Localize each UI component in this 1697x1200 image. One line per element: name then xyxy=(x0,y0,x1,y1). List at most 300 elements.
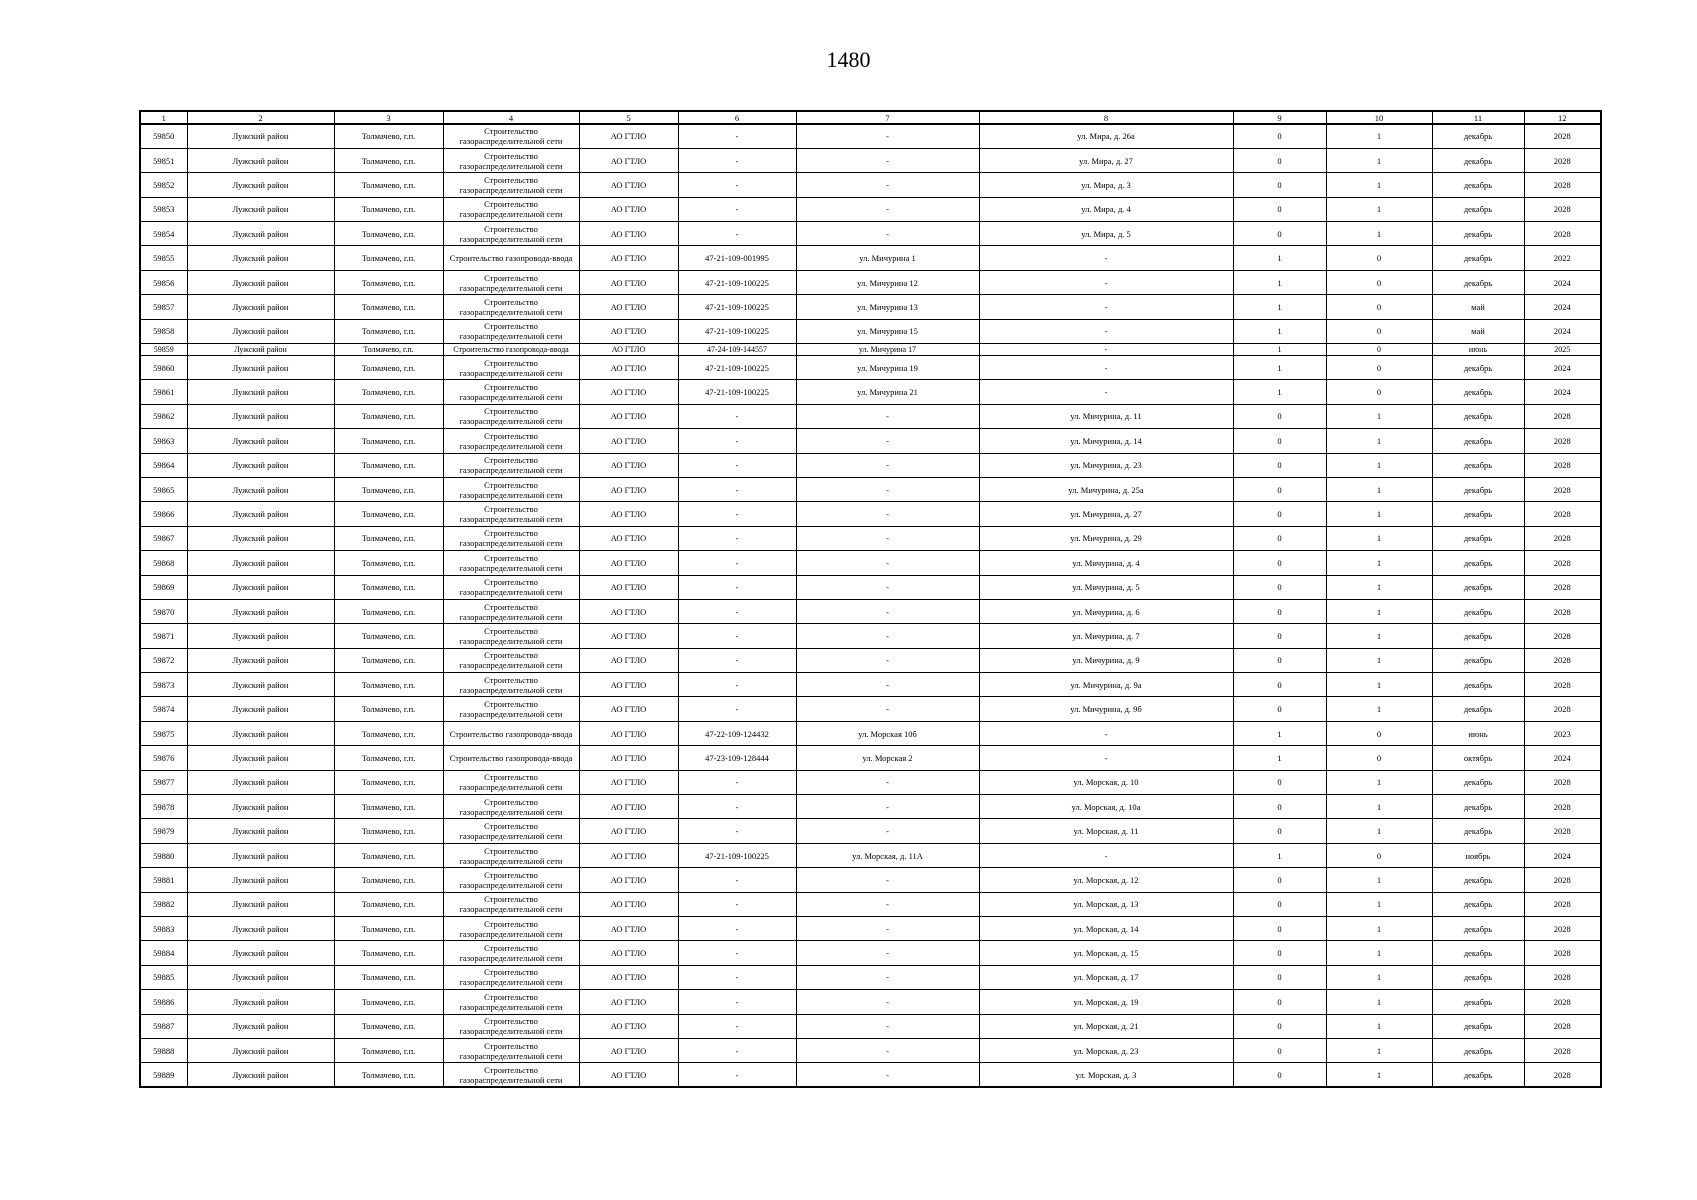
cell-work-type xyxy=(443,673,579,697)
cell-month: декабрь xyxy=(1432,868,1524,892)
cell-address-planned: ул. Мичурина, д. 9 xyxy=(979,648,1233,672)
work-type-line: Строительство газопровода-ввода xyxy=(449,253,573,264)
work-type-line: газораспределительной сети xyxy=(459,331,563,342)
cell-col-10: 1 xyxy=(1326,429,1432,453)
cell-year: 2028 xyxy=(1524,124,1601,148)
cell-col-9: 0 xyxy=(1233,941,1326,965)
cell-district: Лужский район xyxy=(187,148,334,172)
cell-address-planned: ул. Мира, д. 4 xyxy=(979,197,1233,221)
cell-district: Лужский район xyxy=(187,965,334,989)
cell-col-10: 1 xyxy=(1326,917,1432,941)
work-type-line: Строительство xyxy=(484,382,538,393)
cell-settlement: Толмачево, г.п. xyxy=(334,295,443,319)
table-row xyxy=(140,526,1601,550)
cell-district: Лужский район xyxy=(187,795,334,819)
cell-col-10: 1 xyxy=(1326,990,1432,1014)
cell-address-planned: ул. Мичурина, д. 14 xyxy=(979,429,1233,453)
cell-settlement: Толмачево, г.п. xyxy=(334,746,443,770)
cell-registration-number: - xyxy=(678,673,796,697)
cell-address-built: - xyxy=(796,697,979,721)
table-row xyxy=(140,1014,1601,1038)
cell-registration-number: - xyxy=(678,819,796,843)
table-row xyxy=(140,990,1601,1014)
cell-organization: АО ГТЛО xyxy=(579,1063,678,1087)
work-type-line: газораспределительной сети xyxy=(459,233,563,244)
cell-col-10: 1 xyxy=(1326,453,1432,477)
cell-organization: АО ГТЛО xyxy=(579,575,678,599)
cell-settlement: Толмачево, г.п. xyxy=(334,319,443,343)
cell-col-9: 1 xyxy=(1233,246,1326,270)
cell-col-9: 0 xyxy=(1233,917,1326,941)
cell-settlement: Толмачево, г.п. xyxy=(334,795,443,819)
cell-col-10: 1 xyxy=(1326,770,1432,794)
cell-district: Лужский район xyxy=(187,270,334,294)
column-header: 5 xyxy=(579,111,678,124)
cell-work-type xyxy=(443,1063,579,1087)
work-type-line: Строительство xyxy=(484,406,538,417)
cell-work-type xyxy=(443,721,579,745)
cell-settlement: Толмачево, г.п. xyxy=(334,1038,443,1062)
cell-address-built: - xyxy=(796,148,979,172)
cell-address-planned: ул. Морская, д. 12 xyxy=(979,868,1233,892)
cell-col-10: 0 xyxy=(1326,356,1432,380)
cell-row-number: 59867 xyxy=(140,526,187,550)
cell-address-planned: ул. Морская, д. 10 xyxy=(979,770,1233,794)
cell-row-number: 59850 xyxy=(140,124,187,148)
cell-month: декабрь xyxy=(1432,356,1524,380)
cell-organization: АО ГТЛО xyxy=(579,246,678,270)
work-type-line: Строительство xyxy=(484,455,538,466)
table-row xyxy=(140,599,1601,623)
work-type-line: газораспределительной сети xyxy=(459,928,563,939)
cell-work-type xyxy=(443,746,579,770)
cell-registration-number: - xyxy=(678,1014,796,1038)
cell-settlement: Толмачево, г.п. xyxy=(334,624,443,648)
cell-organization: АО ГТЛО xyxy=(579,965,678,989)
cell-registration-number: - xyxy=(678,697,796,721)
work-type-line: Строительство газопровода-ввода xyxy=(449,752,573,763)
cell-row-number: 59859 xyxy=(140,344,187,356)
cell-month: декабрь xyxy=(1432,965,1524,989)
cell-address-built: - xyxy=(796,429,979,453)
cell-address-built: - xyxy=(796,868,979,892)
cell-work-type xyxy=(443,819,579,843)
cell-registration-number: - xyxy=(678,526,796,550)
cell-registration-number: 47-22-109-124432 xyxy=(678,721,796,745)
cell-month: декабрь xyxy=(1432,246,1524,270)
cell-settlement: Толмачево, г.п. xyxy=(334,673,443,697)
cell-year: 2028 xyxy=(1524,599,1601,623)
cell-district: Лужский район xyxy=(187,453,334,477)
cell-address-planned: ул. Мира, д. 5 xyxy=(979,222,1233,246)
cell-work-type xyxy=(443,965,579,989)
cell-address-planned: ул. Мичурина, д. 29 xyxy=(979,526,1233,550)
cell-address-planned: ул. Мичурина, д. 23 xyxy=(979,453,1233,477)
table-row xyxy=(140,477,1601,501)
cell-work-type xyxy=(443,648,579,672)
cell-month: май xyxy=(1432,319,1524,343)
cell-settlement: Толмачево, г.п. xyxy=(334,356,443,380)
cell-year: 2025 xyxy=(1524,344,1601,356)
work-type-line: Строительство xyxy=(484,430,538,441)
work-type-line: Строительство xyxy=(484,796,538,807)
cell-work-type xyxy=(443,843,579,867)
cell-settlement: Толмачево, г.п. xyxy=(334,270,443,294)
cell-year: 2028 xyxy=(1524,697,1601,721)
cell-district: Лужский район xyxy=(187,770,334,794)
cell-col-10: 1 xyxy=(1326,1038,1432,1062)
cell-address-planned: ул. Морская, д. 10а xyxy=(979,795,1233,819)
cell-settlement: Толмачево, г.п. xyxy=(334,941,443,965)
cell-registration-number: - xyxy=(678,624,796,648)
cell-year: 2028 xyxy=(1524,1063,1601,1087)
work-type-line: Строительство xyxy=(484,918,538,929)
cell-organization: АО ГТЛО xyxy=(579,551,678,575)
cell-address-planned: - xyxy=(979,721,1233,745)
work-type-line: Строительство xyxy=(484,150,538,161)
cell-year: 2028 xyxy=(1524,990,1601,1014)
cell-row-number: 59860 xyxy=(140,356,187,380)
cell-work-type xyxy=(443,404,579,428)
cell-registration-number: - xyxy=(678,941,796,965)
cell-month: декабрь xyxy=(1432,624,1524,648)
cell-col-9: 0 xyxy=(1233,795,1326,819)
work-type-line: газораспределительной сети xyxy=(459,782,563,793)
cell-year: 2028 xyxy=(1524,575,1601,599)
cell-organization: АО ГТЛО xyxy=(579,380,678,404)
cell-address-built: - xyxy=(796,404,979,428)
cell-registration-number: 47-21-109-100225 xyxy=(678,843,796,867)
cell-address-planned: ул. Морская, д. 15 xyxy=(979,941,1233,965)
cell-year: 2028 xyxy=(1524,1014,1601,1038)
cell-year: 2028 xyxy=(1524,892,1601,916)
cell-district: Лужский район xyxy=(187,697,334,721)
cell-month: декабрь xyxy=(1432,429,1524,453)
cell-district: Лужский район xyxy=(187,648,334,672)
cell-district: Лужский район xyxy=(187,599,334,623)
cell-month: июнь xyxy=(1432,721,1524,745)
page-number: 1480 xyxy=(826,47,871,72)
cell-row-number: 59866 xyxy=(140,502,187,526)
cell-address-built: - xyxy=(796,477,979,501)
cell-col-10: 1 xyxy=(1326,197,1432,221)
cell-col-9: 0 xyxy=(1233,404,1326,428)
work-type-line: Строительство xyxy=(484,223,538,234)
cell-row-number: 59887 xyxy=(140,1014,187,1038)
table-row xyxy=(140,270,1601,294)
cell-address-built: - xyxy=(796,892,979,916)
cell-organization: АО ГТЛО xyxy=(579,917,678,941)
cell-col-9: 1 xyxy=(1233,721,1326,745)
work-type-line: газораспределительной сети xyxy=(459,209,563,220)
work-type-line: газораспределительной сети xyxy=(459,184,563,195)
cell-registration-number: - xyxy=(678,222,796,246)
work-type-line: газораспределительной сети xyxy=(459,538,563,549)
cell-work-type xyxy=(443,197,579,221)
work-type-line: Строительство xyxy=(484,772,538,783)
cell-month: декабрь xyxy=(1432,453,1524,477)
cell-settlement: Толмачево, г.п. xyxy=(334,502,443,526)
cell-work-type xyxy=(443,990,579,1014)
work-type-line: Строительство xyxy=(484,1016,538,1027)
cell-registration-number: 47-21-109-100225 xyxy=(678,380,796,404)
cell-address-planned: ул. Мира, д. 26а xyxy=(979,124,1233,148)
cell-month: ноябрь xyxy=(1432,843,1524,867)
cell-organization: АО ГТЛО xyxy=(579,624,678,648)
cell-month: декабрь xyxy=(1432,502,1524,526)
cell-year: 2028 xyxy=(1524,1038,1601,1062)
cell-registration-number: - xyxy=(678,770,796,794)
cell-settlement: Толмачево, г.п. xyxy=(334,453,443,477)
cell-district: Лужский район xyxy=(187,1063,334,1087)
cell-year: 2024 xyxy=(1524,295,1601,319)
cell-year: 2028 xyxy=(1524,941,1601,965)
table-row xyxy=(140,222,1601,246)
cell-col-10: 1 xyxy=(1326,868,1432,892)
cell-registration-number: - xyxy=(678,892,796,916)
table-row xyxy=(140,1063,1601,1087)
cell-row-number: 59876 xyxy=(140,746,187,770)
table-row xyxy=(140,356,1601,380)
cell-col-10: 1 xyxy=(1326,477,1432,501)
cell-registration-number: 47-21-109-100225 xyxy=(678,295,796,319)
work-type-line: газораспределительной сети xyxy=(459,977,563,988)
cell-col-10: 1 xyxy=(1326,124,1432,148)
cell-district: Лужский район xyxy=(187,892,334,916)
table-row xyxy=(140,697,1601,721)
cell-month: декабрь xyxy=(1432,697,1524,721)
cell-col-9: 0 xyxy=(1233,197,1326,221)
cell-district: Лужский район xyxy=(187,404,334,428)
cell-col-10: 0 xyxy=(1326,270,1432,294)
work-type-line: Строительство xyxy=(484,601,538,612)
cell-organization: АО ГТЛО xyxy=(579,404,678,428)
cell-registration-number: - xyxy=(678,173,796,197)
work-type-line: Строительство xyxy=(484,845,538,856)
cell-year: 2028 xyxy=(1524,868,1601,892)
work-type-line: Строительство xyxy=(484,272,538,283)
cell-col-10: 0 xyxy=(1326,319,1432,343)
cell-col-9: 0 xyxy=(1233,429,1326,453)
cell-address-built: - xyxy=(796,173,979,197)
cell-col-10: 1 xyxy=(1326,624,1432,648)
cell-month: декабрь xyxy=(1432,270,1524,294)
cell-organization: АО ГТЛО xyxy=(579,697,678,721)
column-header: 2 xyxy=(187,111,334,124)
cell-district: Лужский район xyxy=(187,624,334,648)
cell-settlement: Толмачево, г.п. xyxy=(334,990,443,1014)
cell-address-built: - xyxy=(796,502,979,526)
work-type-line: Строительство xyxy=(484,869,538,880)
cell-address-planned: ул. Морская, д. 19 xyxy=(979,990,1233,1014)
column-header: 9 xyxy=(1233,111,1326,124)
cell-month: декабрь xyxy=(1432,526,1524,550)
column-header: 10 xyxy=(1326,111,1432,124)
cell-district: Лужский район xyxy=(187,295,334,319)
cell-month: декабрь xyxy=(1432,1038,1524,1062)
work-type-line: Строительство xyxy=(484,504,538,515)
cell-address-planned: ул. Мичурина, д. 25а xyxy=(979,477,1233,501)
work-type-line: Строительство xyxy=(484,552,538,563)
cell-organization: АО ГТЛО xyxy=(579,222,678,246)
cell-col-9: 0 xyxy=(1233,124,1326,148)
work-type-line: газораспределительной сети xyxy=(459,1050,563,1061)
cell-col-10: 1 xyxy=(1326,697,1432,721)
work-type-line: Строительство xyxy=(484,1040,538,1051)
cell-registration-number: - xyxy=(678,124,796,148)
cell-address-built: ул. Мичурина 13 xyxy=(796,295,979,319)
cell-address-planned: - xyxy=(979,380,1233,404)
cell-organization: АО ГТЛО xyxy=(579,124,678,148)
cell-settlement: Толмачево, г.п. xyxy=(334,965,443,989)
work-type-line: газораспределительной сети xyxy=(459,587,563,598)
table-row xyxy=(140,843,1601,867)
column-header: 12 xyxy=(1524,111,1601,124)
cell-work-type xyxy=(443,453,579,477)
cell-registration-number: 47-23-109-128444 xyxy=(678,746,796,770)
work-type-line: газораспределительной сети xyxy=(459,1026,563,1037)
cell-work-type xyxy=(443,319,579,343)
cell-col-9: 1 xyxy=(1233,356,1326,380)
cell-address-planned: ул. Мичурина, д. 11 xyxy=(979,404,1233,428)
cell-year: 2024 xyxy=(1524,319,1601,343)
cell-settlement: Толмачево, г.п. xyxy=(334,770,443,794)
cell-col-9: 0 xyxy=(1233,599,1326,623)
cell-month: декабрь xyxy=(1432,380,1524,404)
table-row xyxy=(140,453,1601,477)
cell-settlement: Толмачево, г.п. xyxy=(334,599,443,623)
cell-col-9: 1 xyxy=(1233,319,1326,343)
cell-col-10: 1 xyxy=(1326,1063,1432,1087)
cell-row-number: 59889 xyxy=(140,1063,187,1087)
table-row xyxy=(140,380,1601,404)
work-type-line: Строительство xyxy=(484,357,538,368)
cell-year: 2024 xyxy=(1524,843,1601,867)
work-type-line: газораспределительной сети xyxy=(459,514,563,525)
cell-year: 2028 xyxy=(1524,917,1601,941)
cell-month: декабрь xyxy=(1432,575,1524,599)
cell-row-number: 59885 xyxy=(140,965,187,989)
table-row xyxy=(140,551,1601,575)
cell-year: 2023 xyxy=(1524,721,1601,745)
cell-address-planned: - xyxy=(979,843,1233,867)
table-row xyxy=(140,502,1601,526)
cell-address-built: - xyxy=(796,941,979,965)
cell-month: декабрь xyxy=(1432,795,1524,819)
cell-row-number: 59888 xyxy=(140,1038,187,1062)
table-row xyxy=(140,319,1601,343)
cell-registration-number: - xyxy=(678,1038,796,1062)
cell-work-type xyxy=(443,380,579,404)
cell-registration-number: 47-21-109-001995 xyxy=(678,246,796,270)
work-type-line: газораспределительной сети xyxy=(459,367,563,378)
table-row xyxy=(140,892,1601,916)
cell-registration-number: - xyxy=(678,599,796,623)
cell-address-planned: ул. Мичурина, д. 7 xyxy=(979,624,1233,648)
cell-col-10: 1 xyxy=(1326,222,1432,246)
cell-month: июнь xyxy=(1432,344,1524,356)
cell-district: Лужский район xyxy=(187,1014,334,1038)
cell-col-9: 0 xyxy=(1233,770,1326,794)
cell-col-10: 0 xyxy=(1326,721,1432,745)
cell-year: 2028 xyxy=(1524,197,1601,221)
work-type-line: Строительство газопровода-ввода xyxy=(449,728,573,739)
cell-district: Лужский район xyxy=(187,477,334,501)
cell-settlement: Толмачево, г.п. xyxy=(334,477,443,501)
cell-month: декабрь xyxy=(1432,124,1524,148)
work-type-line: газораспределительной сети xyxy=(459,562,563,573)
cell-organization: АО ГТЛО xyxy=(579,270,678,294)
cell-organization: АО ГТЛО xyxy=(579,429,678,453)
cell-year: 2028 xyxy=(1524,965,1601,989)
cell-address-built: ул. Мичурина 1 xyxy=(796,246,979,270)
cell-row-number: 59874 xyxy=(140,697,187,721)
column-number-row xyxy=(140,111,1601,124)
cell-district: Лужский район xyxy=(187,819,334,843)
cell-row-number: 59873 xyxy=(140,673,187,697)
cell-row-number: 59862 xyxy=(140,404,187,428)
column-header: 6 xyxy=(678,111,796,124)
cell-row-number: 59852 xyxy=(140,173,187,197)
cell-month: декабрь xyxy=(1432,173,1524,197)
cell-year: 2028 xyxy=(1524,453,1601,477)
cell-work-type xyxy=(443,551,579,575)
cell-row-number: 59858 xyxy=(140,319,187,343)
column-header: 11 xyxy=(1432,111,1524,124)
cell-col-10: 1 xyxy=(1326,965,1432,989)
cell-organization: АО ГТЛО xyxy=(579,892,678,916)
cell-col-9: 0 xyxy=(1233,173,1326,197)
cell-organization: АО ГТЛО xyxy=(579,197,678,221)
cell-row-number: 59883 xyxy=(140,917,187,941)
cell-year: 2028 xyxy=(1524,429,1601,453)
cell-address-built: - xyxy=(796,599,979,623)
cell-address-built: - xyxy=(796,819,979,843)
cell-work-type xyxy=(443,295,579,319)
cell-address-planned: ул. Мичурина, д. 6 xyxy=(979,599,1233,623)
cell-col-9: 1 xyxy=(1233,295,1326,319)
cell-district: Лужский район xyxy=(187,502,334,526)
cell-registration-number: - xyxy=(678,148,796,172)
cell-organization: АО ГТЛО xyxy=(579,319,678,343)
work-type-line: Строительство xyxy=(484,943,538,954)
work-type-line: газораспределительной сети xyxy=(459,636,563,646)
cell-registration-number: - xyxy=(678,575,796,599)
cell-work-type xyxy=(443,575,579,599)
work-type-line: Строительство xyxy=(484,296,538,307)
cell-row-number: 59861 xyxy=(140,380,187,404)
table-row xyxy=(140,295,1601,319)
cell-address-built: - xyxy=(796,1063,979,1087)
cell-address-built: - xyxy=(796,990,979,1014)
cell-work-type xyxy=(443,1038,579,1062)
cell-address-planned: ул. Морская, д. 11 xyxy=(979,819,1233,843)
table-row xyxy=(140,148,1601,172)
work-type-line: газораспределительной сети xyxy=(459,160,563,171)
cell-address-built: - xyxy=(796,1038,979,1062)
cell-address-planned: ул. Мичурина, д. 5 xyxy=(979,575,1233,599)
cell-district: Лужский район xyxy=(187,124,334,148)
cell-district: Лужский район xyxy=(187,843,334,867)
work-type-line: Строительство xyxy=(484,174,538,185)
cell-settlement: Толмачево, г.п. xyxy=(334,197,443,221)
cell-registration-number: - xyxy=(678,868,796,892)
cell-month: декабрь xyxy=(1432,148,1524,172)
work-type-line: газораспределительной сети xyxy=(459,306,563,317)
cell-address-planned: - xyxy=(979,295,1233,319)
work-type-line: Строительство xyxy=(484,821,538,832)
cell-address-built: - xyxy=(796,795,979,819)
